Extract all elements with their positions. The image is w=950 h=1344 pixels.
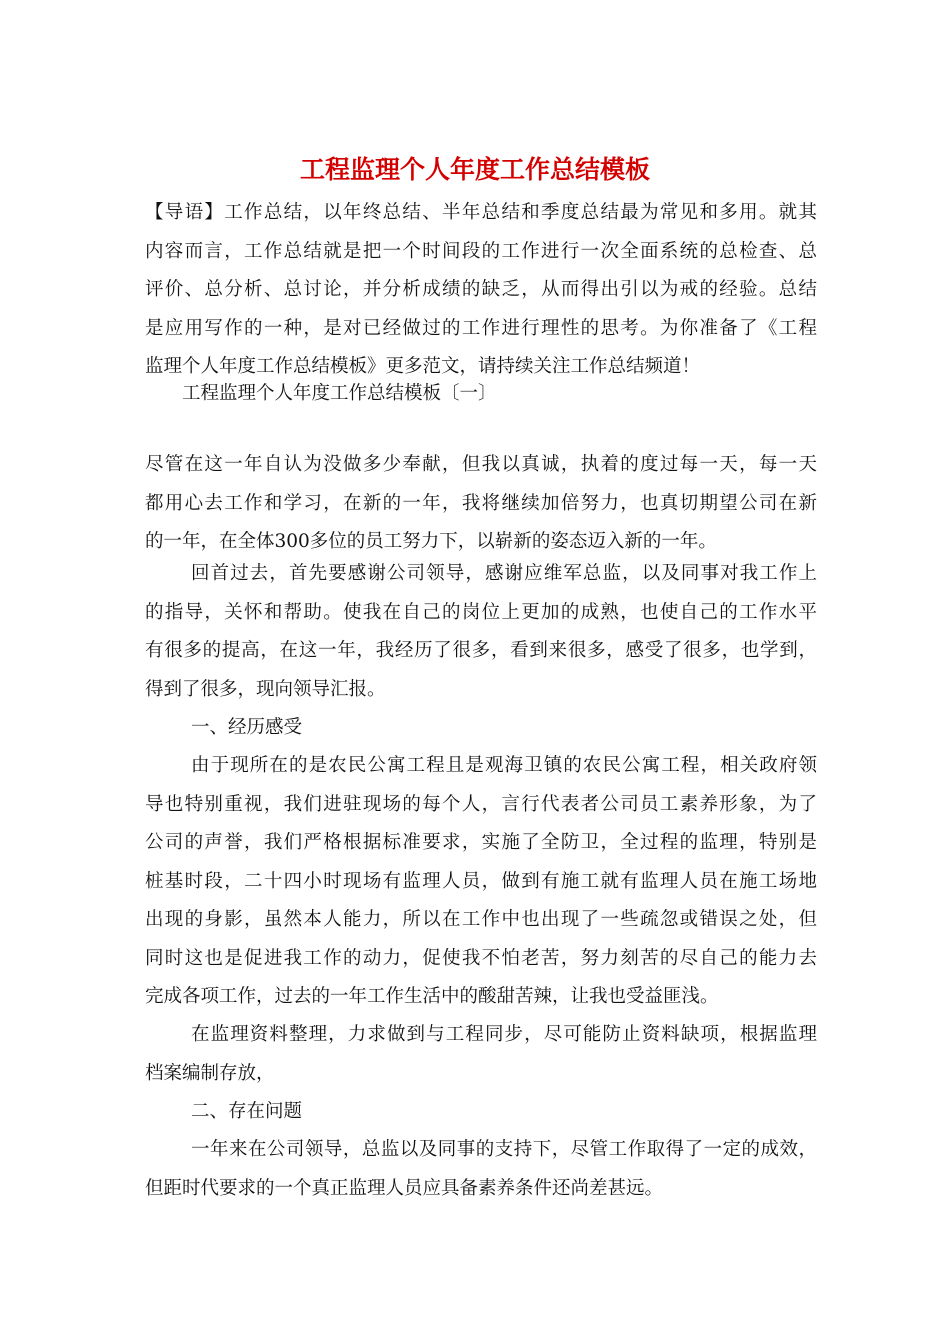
paragraph-line: 但距时代要求的一个真正监理人员应具备素养条件还尚差甚远。: [145, 1177, 664, 1199]
paragraph-line: 在监理资料整理，力求做到与工程同步，尽可能防止资料缺项，根据监理: [191, 1024, 817, 1045]
paragraph-line: 得到了很多，现向领导汇报。: [145, 678, 386, 700]
paragraph-line: 有很多的提高，在这一年，我经历了很多，看到来很多，感受了很多，也学到，: [145, 640, 817, 661]
intro-line: 是应用写作的一种，是对已经做过的工作进行理性的思考。为你准备了《工程: [145, 317, 817, 339]
paragraph-line: 的一年，在全体300多位的员工努力下，以崭新的姿态迈入新的一年。: [145, 531, 717, 552]
paragraph-line: 公司的声誉，我们严格根据标准要求，实施了全防卫，全过程的监理，特别是: [145, 832, 817, 853]
intro-line: 监理个人年度工作总结模板》更多范文，请持续关注工作总结频道！: [145, 356, 701, 377]
paragraph-line: 同时这也是促进我工作的动力，促使我不怕老苦，努力刻苦的尽自己的能力去: [145, 947, 817, 969]
paragraph-line: 都用心去工作和学习，在新的一年，我将继续加倍努力，也真切期望公司在新: [145, 492, 817, 514]
section-subtitle: [182, 375, 854, 414]
heading-text: 二、存在问题: [191, 1101, 303, 1122]
heading-text: 一、经历感受: [191, 717, 303, 738]
heading-problems: [191, 1093, 863, 1132]
paragraph-line: 出现的身影，虽然本人能力，所以在工作中也出现了一些疏忽或错误之处，但: [145, 909, 817, 930]
paragraph-1: [145, 446, 817, 562]
paragraph-2: [145, 555, 817, 709]
paragraph-line: 桩基时段，二十四小时现场有监理人员，做到有施工就有监理人员在施工场地: [145, 870, 817, 892]
paragraph-4: [145, 1016, 817, 1093]
paragraph-line: 回首过去，首先要感谢公司领导，感谢应维军总监，以及同事对我工作上: [191, 563, 817, 584]
intro-line: 内容而言，工作总结就是把一个时间段的工作进行一次全面系统的总检查、总: [145, 240, 817, 262]
paragraph-3: [145, 747, 817, 1017]
paragraph-line: 由于现所在的是农民公寓工程且是观海卫镇的农民公寓工程，相关政府领: [191, 755, 817, 776]
paragraph-line: 导也特别重视，我们进驻现场的每个人，言行代表者公司员工素养形象，为了: [145, 793, 817, 815]
document-title: 工程监理个人年度工作总结模板: [299, 155, 650, 184]
paragraph-line: 档案编制存放，: [145, 1062, 275, 1084]
intro-paragraph: [145, 194, 817, 387]
heading-experience: [191, 709, 863, 748]
paragraph-5: [145, 1131, 817, 1208]
intro-line: 【导语】工作总结，以年终总结、半年总结和季度总结最为常见和多用。就其: [145, 202, 817, 223]
paragraph-line: 的指导，关怀和帮助。使我在自己的岗位上更加的成熟，也使自己的工作水平: [145, 601, 817, 623]
paragraph-line: 完成各项工作，过去的一年工作生活中的酸甜苦辣，让我也受益匪浅。: [145, 986, 719, 1007]
paragraph-line: 一年来在公司领导，总监以及同事的支持下，尽管工作取得了一定的成效，: [191, 1139, 817, 1160]
intro-line: 评价、总分析、总讨论，并分析成绩的缺乏，从而得出引以为戒的经验。总结: [145, 279, 817, 300]
paragraph-line: 尽管在这一年自认为没做多少奉献，但我以真诚，执着的度过每一天，每一天: [145, 454, 817, 475]
subtitle-text: 工程监理个人年度工作总结模板〔一〕: [182, 383, 497, 404]
